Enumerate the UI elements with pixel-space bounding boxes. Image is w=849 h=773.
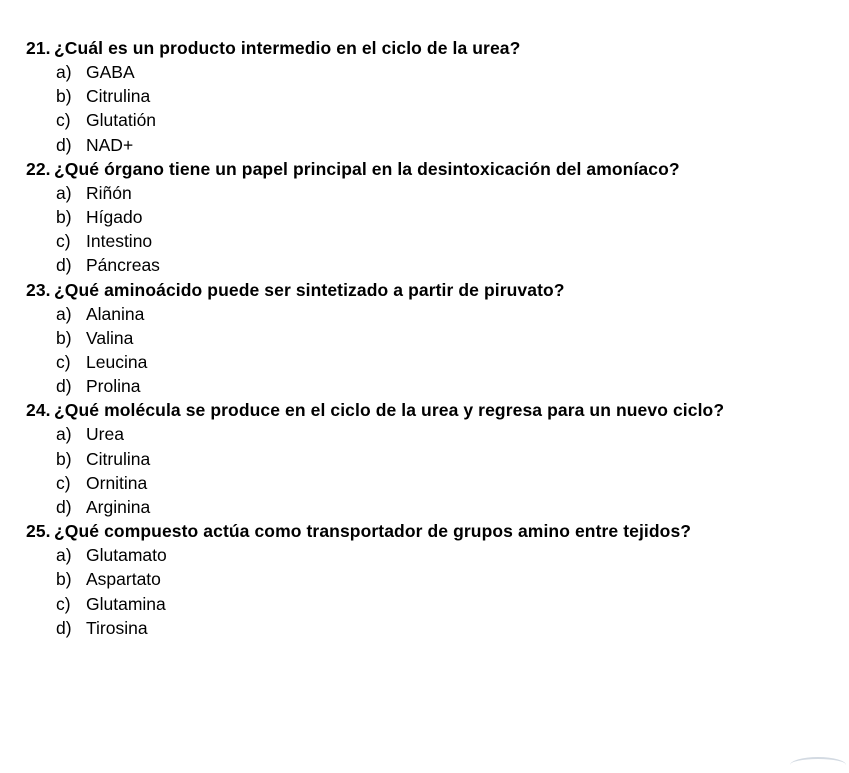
option-text: Citrulina [86, 448, 151, 469]
option-b [0, 205, 849, 229]
option-letter: d) [56, 255, 72, 276]
question-heading [0, 278, 849, 302]
option-letter: c) [56, 110, 71, 131]
option-b [0, 447, 849, 471]
option-text: Citrulina [86, 86, 151, 107]
option-text: Glutamato [86, 545, 167, 566]
question-heading [0, 398, 849, 422]
option-letter: b) [56, 569, 72, 590]
question-number: 23. [26, 279, 51, 300]
option-letter: b) [56, 448, 72, 469]
question-number: 24. [26, 400, 51, 421]
question-23 [0, 278, 849, 399]
option-letter: a) [56, 545, 72, 566]
option-letter: b) [56, 327, 72, 348]
question-number: 25. [26, 521, 51, 542]
option-letter: c) [56, 352, 71, 373]
option-a [0, 302, 849, 326]
question-heading [0, 157, 849, 181]
question-heading [0, 519, 849, 543]
option-d [0, 495, 849, 519]
option-letter: a) [56, 424, 72, 445]
option-text: Urea [86, 424, 124, 445]
option-b [0, 84, 849, 108]
option-d [0, 253, 849, 277]
option-a [0, 181, 849, 205]
option-c [0, 592, 849, 616]
option-list [0, 422, 849, 519]
question-21 [0, 36, 849, 157]
option-text: Riñón [86, 182, 132, 203]
question-text: ¿Qué compuesto actúa como transportador de grupos amino entre tejidos? [54, 521, 692, 542]
option-text: Intestino [86, 231, 153, 252]
option-letter: b) [56, 207, 72, 228]
option-d [0, 616, 849, 640]
option-c [0, 471, 849, 495]
option-letter: d) [56, 497, 72, 518]
option-b [0, 567, 849, 591]
question-number: 21. [26, 38, 51, 58]
option-letter: d) [56, 376, 72, 397]
option-letter: a) [56, 62, 72, 82]
option-list [0, 543, 849, 640]
option-text: Páncreas [86, 255, 160, 276]
option-text: Glutatión [86, 110, 157, 131]
option-b [0, 326, 849, 350]
question-heading [0, 36, 849, 60]
option-c [0, 108, 849, 132]
question-text: ¿Qué aminoácido puede ser sintetizado a partir de piruvato? [54, 279, 565, 300]
option-text: Ornitina [86, 472, 148, 493]
option-letter: a) [56, 303, 72, 324]
option-c [0, 350, 849, 374]
option-text: GABA [86, 62, 135, 82]
option-text: Tirosina [86, 617, 148, 638]
question-22 [0, 157, 849, 278]
option-d [0, 133, 849, 157]
option-letter: d) [56, 617, 72, 638]
option-a [0, 543, 849, 567]
option-text: Arginina [86, 497, 151, 518]
option-list [0, 181, 849, 278]
question-25 [0, 519, 849, 640]
question-number: 22. [26, 158, 51, 179]
option-letter: c) [56, 593, 71, 614]
option-letter: c) [56, 231, 71, 252]
option-list [0, 302, 849, 399]
option-text: Alanina [86, 303, 145, 324]
option-text: Prolina [86, 376, 141, 397]
option-list [0, 60, 849, 157]
option-letter: d) [56, 134, 72, 155]
question-24 [0, 398, 849, 519]
option-text: Aspartato [86, 569, 161, 590]
option-text: NAD+ [86, 134, 134, 155]
question-text: ¿Qué órgano tiene un papel principal en la desintoxicación del amoníaco? [54, 158, 680, 179]
option-text: Valina [86, 327, 134, 348]
option-letter: b) [56, 86, 72, 107]
question-text: ¿Qué molécula se produce en el ciclo de la urea y regresa para un nuevo ciclo? [54, 400, 725, 421]
option-a [0, 60, 849, 84]
question-document [0, 36, 849, 640]
option-letter: a) [56, 182, 72, 203]
option-text: Hígado [86, 207, 143, 228]
page-corner-mark [790, 757, 846, 773]
option-text: Leucina [86, 352, 148, 373]
question-text: ¿Cuál es un producto intermedio en el ciclo de la urea? [54, 38, 521, 58]
option-a [0, 422, 849, 446]
option-text: Glutamina [86, 593, 166, 614]
option-letter: c) [56, 472, 71, 493]
option-d [0, 374, 849, 398]
option-c [0, 229, 849, 253]
